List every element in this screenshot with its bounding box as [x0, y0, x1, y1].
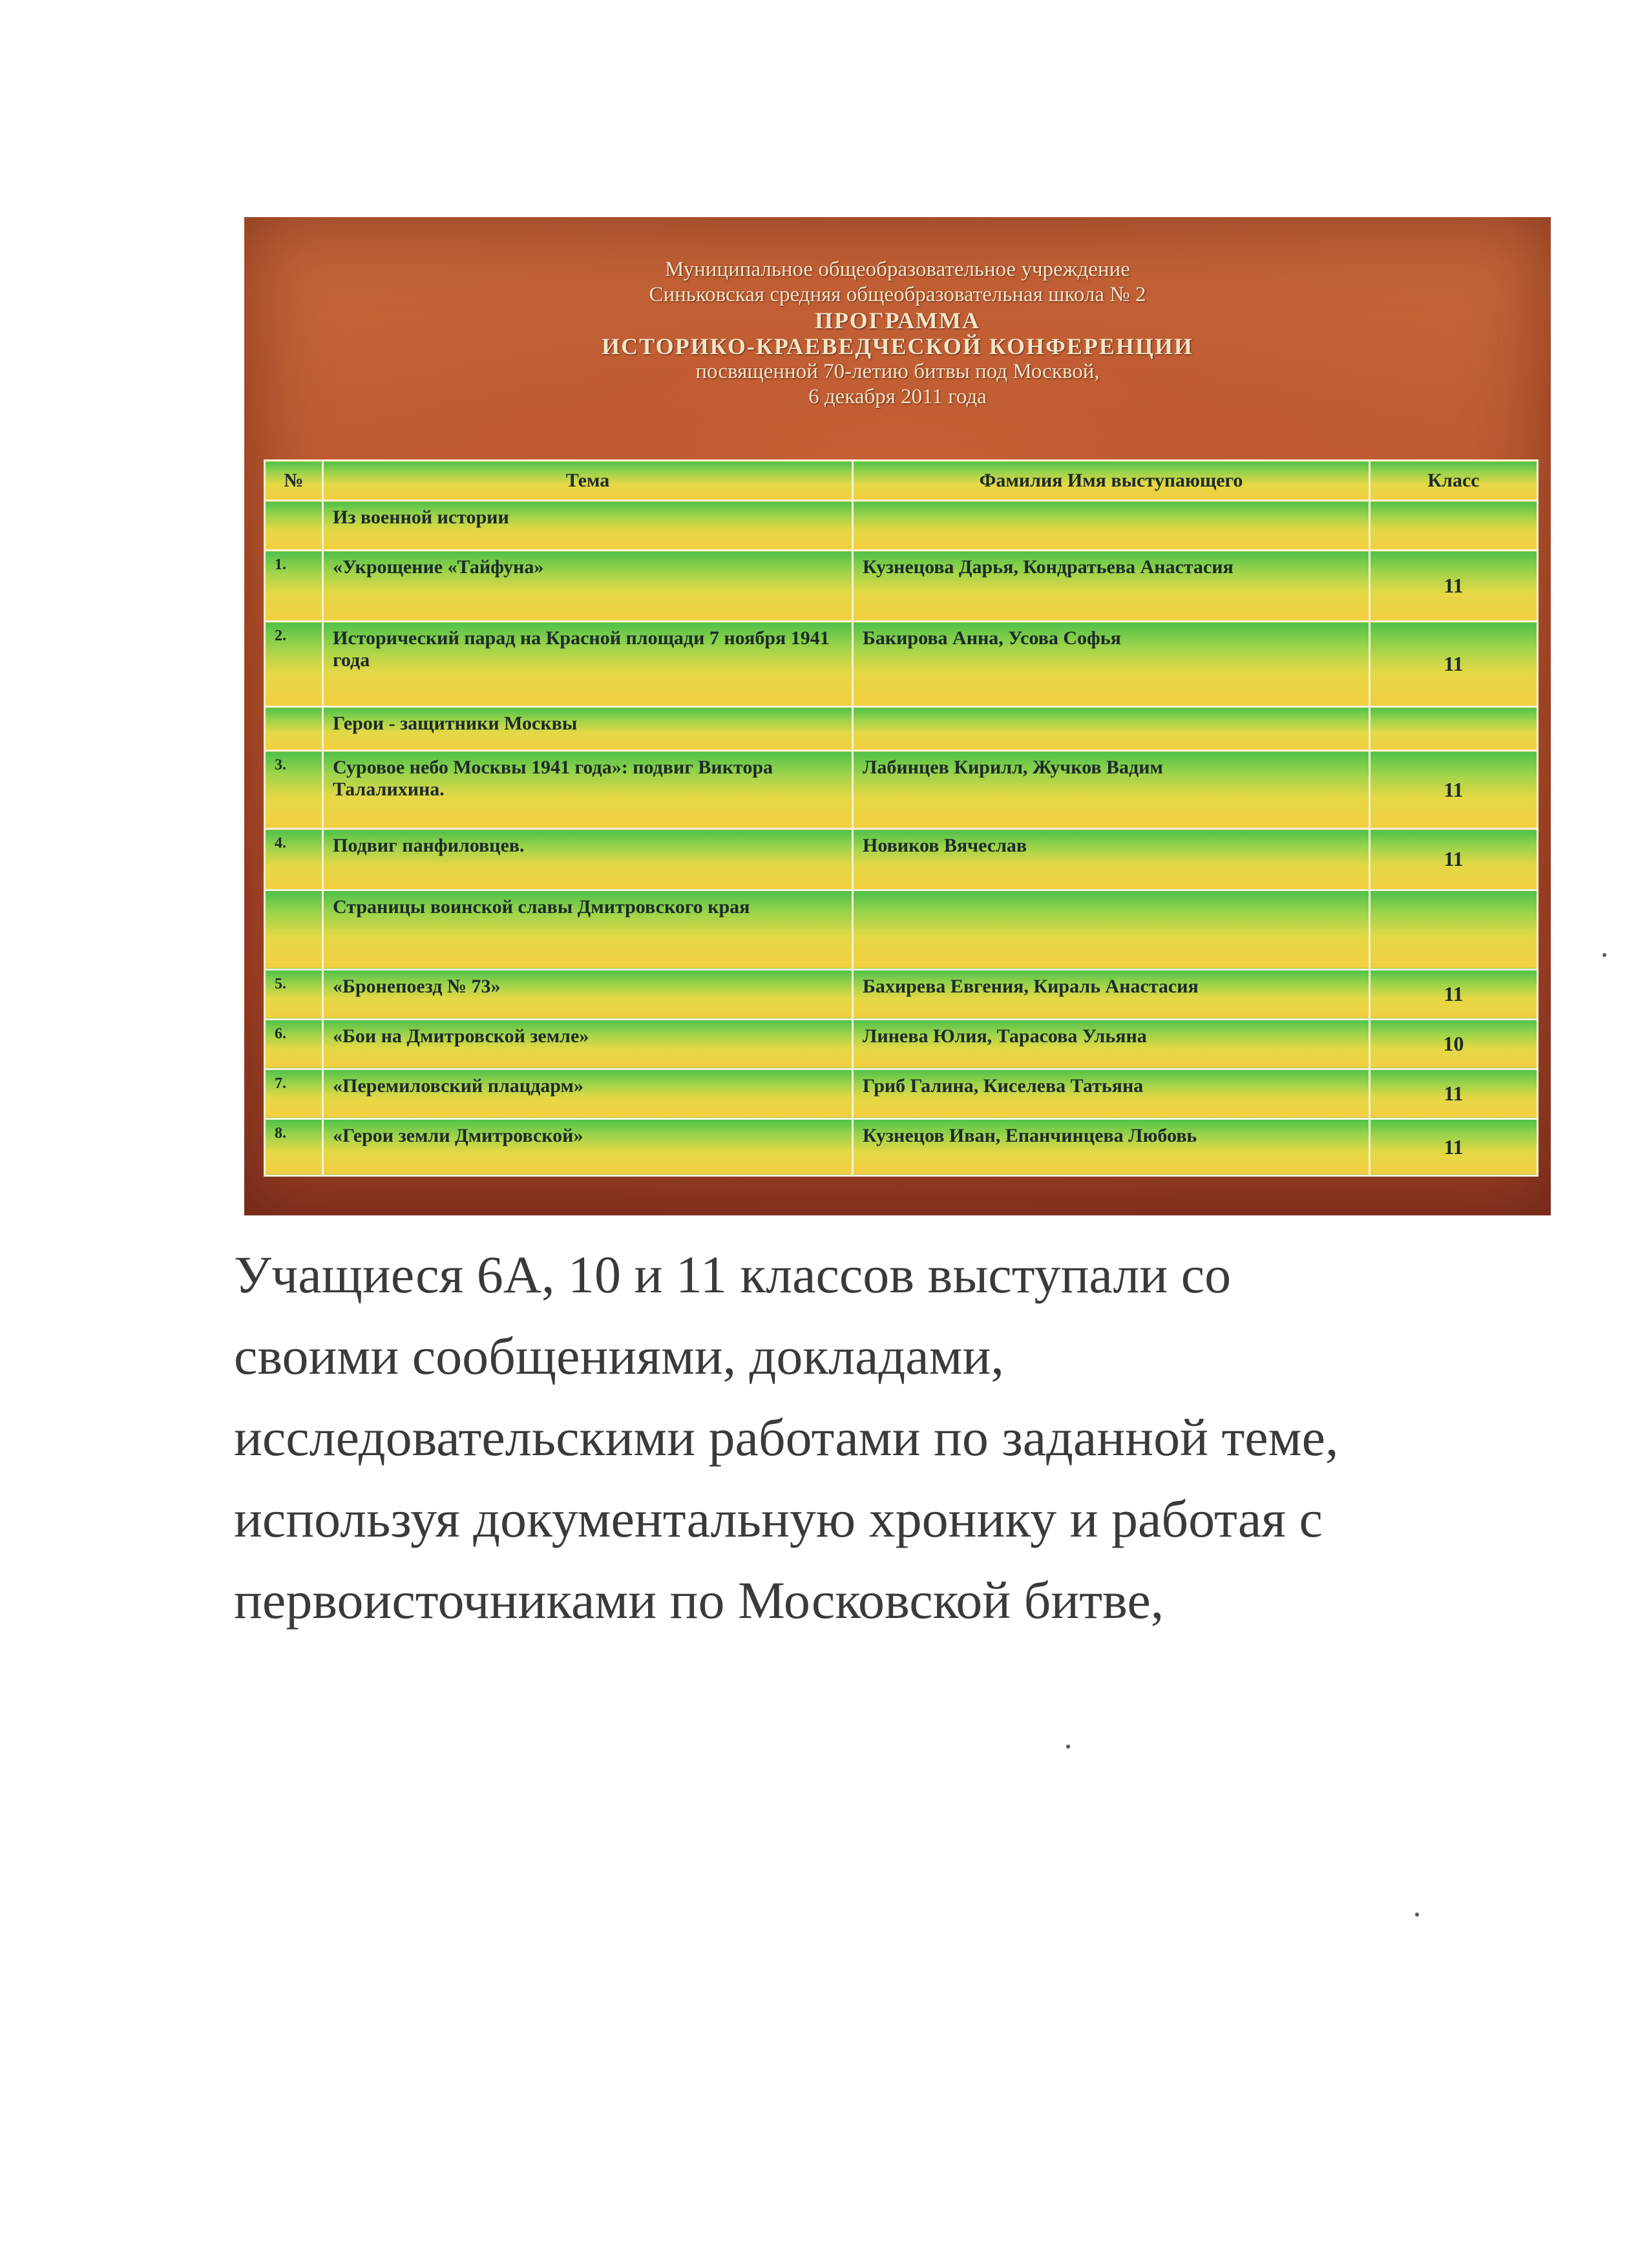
table-row	[265, 1118, 1538, 1175]
table-row	[265, 622, 1538, 707]
conference-program-poster	[244, 217, 1551, 1215]
row-topic: «Укрощение «Тайфуна»	[323, 551, 853, 622]
row-number: 7.	[265, 1069, 323, 1118]
row-topic: Подвиг панфиловцев.	[323, 829, 853, 890]
row-topic: Страницы воинской славы Дмитровского края	[323, 890, 853, 969]
header-grade: Класс	[1370, 461, 1538, 501]
poster-header	[244, 257, 1551, 410]
school-name: Синьковская средняя общеобразовательная школа № 2	[649, 283, 1146, 306]
row-speakers: Новиков Вячеслав	[853, 829, 1370, 890]
body-paragraph	[234, 1234, 1565, 1641]
row-grade: 11	[1370, 829, 1538, 890]
row-speakers	[853, 707, 1370, 751]
row-speakers: Гриб Галина, Киселева Татьяна	[853, 1069, 1370, 1118]
row-topic: «Герои земли Дмитровской»	[323, 1118, 853, 1175]
row-topic: Герои - защитники Москвы	[323, 707, 853, 751]
row-number: 5.	[265, 969, 323, 1019]
row-grade: 11	[1370, 969, 1538, 1019]
body-line: Учащиеся 6А, 10 и 11 классов выступали со	[234, 1245, 1232, 1304]
table-row	[265, 707, 1538, 751]
table-row	[265, 829, 1538, 890]
row-speakers: Бахирева Евгения, Кираль Анастасия	[853, 969, 1370, 1019]
scan-speck	[1602, 953, 1606, 957]
table-row	[265, 969, 1538, 1019]
row-topic: «Бои на Дмитровской земле»	[323, 1019, 853, 1069]
row-speakers	[853, 890, 1370, 969]
row-number: 2.	[265, 622, 323, 707]
scan-speck	[1066, 1745, 1070, 1748]
row-number	[265, 501, 323, 551]
body-line: используя документальную хронику и работая с	[234, 1489, 1323, 1548]
row-number: 3.	[265, 751, 323, 829]
table-row	[265, 501, 1538, 551]
row-speakers	[853, 501, 1370, 551]
row-number: 4.	[265, 829, 323, 890]
row-number: 1.	[265, 551, 323, 622]
table-row	[265, 751, 1538, 829]
row-number: 6.	[265, 1019, 323, 1069]
row-speakers: Лабинцев Кирилл, Жучков Вадим	[853, 751, 1370, 829]
row-grade	[1370, 707, 1538, 751]
program-table	[264, 459, 1539, 1177]
row-grade: 10	[1370, 1019, 1538, 1069]
row-grade: 11	[1370, 1069, 1538, 1118]
conference-dedication: посвященной 70-летию битвы под Москвой,	[695, 360, 1100, 383]
conference-title: ИСТОРИКО-КРАЕВЕДЧЕСКОЙ КОНФЕРЕНЦИИ	[602, 333, 1193, 359]
row-number	[265, 890, 323, 969]
row-grade	[1370, 890, 1538, 969]
row-grade: 11	[1370, 622, 1538, 707]
table-row	[265, 890, 1538, 969]
row-speakers: Кузнецов Иван, Епанчинцева Любовь	[853, 1118, 1370, 1175]
row-grade: 11	[1370, 751, 1538, 829]
row-topic: Суровое небо Москвы 1941 года»: подвиг Виктора Талалихина.	[323, 751, 853, 829]
row-grade	[1370, 501, 1538, 551]
body-line: своими сообщениями, докладами,	[234, 1327, 1004, 1385]
header-number: №	[265, 461, 323, 501]
table-row	[265, 1019, 1538, 1069]
body-line: исследовательскими работами по заданной теме,	[234, 1408, 1339, 1467]
scan-speck	[1415, 1913, 1419, 1916]
row-speakers: Линева Юлия, Тарасова Ульяна	[853, 1019, 1370, 1069]
row-speakers: Кузнецова Дарья, Кондратьева Анастасия	[853, 551, 1370, 622]
program-title: ПРОГРАММА	[814, 308, 981, 333]
table-header-row	[265, 461, 1538, 501]
conference-date: 6 декабря 2011 года	[808, 385, 987, 408]
table-row	[265, 551, 1538, 622]
row-speakers: Бакирова Анна, Усова Софья	[853, 622, 1370, 707]
row-number: 8.	[265, 1118, 323, 1175]
row-topic: Из военной истории	[323, 501, 853, 551]
row-number	[265, 707, 323, 751]
header-topic: Тема	[323, 461, 853, 501]
row-topic: «Перемиловский плацдарм»	[323, 1069, 853, 1118]
table-row	[265, 1069, 1538, 1118]
school-type: Муниципальное общеобразовательное учреждение	[665, 258, 1130, 281]
header-speaker: Фамилия Имя выступающего	[853, 461, 1370, 501]
row-grade: 11	[1370, 1118, 1538, 1175]
row-topic: Исторический парад на Красной площади 7 ноября 1941 года	[323, 622, 853, 707]
row-grade: 11	[1370, 551, 1538, 622]
row-topic: «Бронепоезд № 73»	[323, 969, 853, 1019]
body-line: первоисточниками по Московской битве,	[234, 1571, 1164, 1630]
